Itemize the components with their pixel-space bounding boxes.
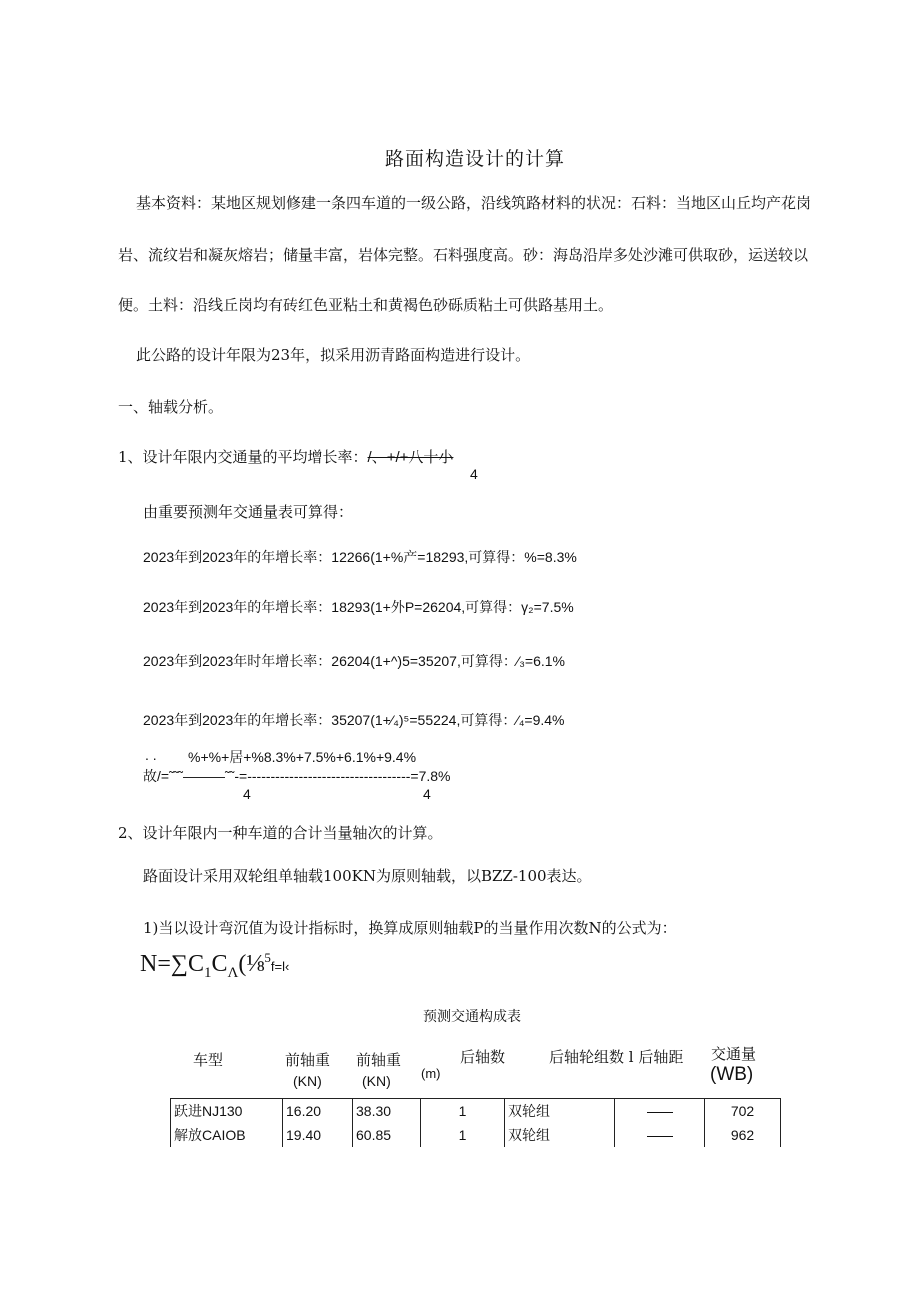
equivalent-axle-formula [140,950,289,982]
cell-rear: 60.85 [353,1123,421,1147]
header-m-unit: (m) [421,1066,441,1081]
formula-sub-1: 1 [203,964,212,981]
cell-front: 19.40 [283,1123,353,1147]
average-denominator-2: 4 [423,786,431,802]
cell-traffic: 702 [705,1099,781,1124]
cell-count: 1 [421,1099,505,1124]
growth-rate-label [118,446,453,467]
page-title: 路面构造设计的计算 [385,148,566,170]
cell-traffic: 962 [705,1123,781,1147]
cell-rear: 38.30 [353,1099,421,1124]
formula-main: N=∑C [140,951,204,977]
header-traffic: 交通量 [711,1045,757,1063]
table-row [171,1099,781,1124]
forecast-note: 由重要预测年交通量表可算得： [143,503,354,521]
formula-end: f=l‹ [270,959,290,974]
equivalent-formula-intro: 1)当以设计弯沉值为设计指标时，换算成原则轴载P的当量作用次数N的公式为： [143,919,677,937]
header-front-unit: (KN) [293,1073,322,1089]
intro-line-1: 基本资料：某地区规划修建一条四车道的一级公路，沿线筑路材料的状况：石料：当地区山丘均产花岗 [136,194,812,212]
intro-line-3: 便。土料：沿线丘岗均有砖红色亚粘土和黄褐色砂砾质粘土可供路基用土。 [118,296,614,314]
growth-line-2: 2023年到2023年的年增长率：18293(1+外P=26204,可算得：γ₂=7.5% [143,599,574,615]
growth-line-1: 2023年到2023年的年增长率：12266(1+%产=18293,可算得：%=8.3% [143,549,577,565]
cell-front: 16.20 [283,1099,353,1124]
average-numerator: %+%+居+%8.3%+7.5%+6.1%+9.4% [188,749,417,765]
table-caption: 预测交通构成表 [423,1009,521,1025]
formula-tail: (⅛ [238,951,265,977]
intro-line-2: 岩、流纹岩和凝灰熔岩；储量丰富，岩体完整。石料强度高。砂：海岛沿岸多处沙滩可供取砂，运送较以 [118,246,809,264]
header-rear-axle: 前轴重 [356,1051,402,1069]
dash-mark [647,1112,673,1113]
standard-axle-text: 路面设计采用双轮组单轴载100KN为原则轴载，以BZZ-100表达。 [143,867,592,885]
average-result: 故/=˜˜˜———˜˜-=-----------------------------------=7.8% [143,768,451,784]
cell-vehicle: 跃进NJ130 [171,1099,283,1124]
traffic-table [170,1098,781,1147]
growth-rate-label-text: 1、设计年限内交通量的平均增长率： [118,448,368,466]
growth-line-4: 2023年到2023年的年增长率：35207(1+⁄₄)⁵=55224,可算得：⁄₄=9.4% [143,712,565,728]
formula-sub-2: Λ [227,964,239,981]
section-2-heading: 2、设计年限内一种车道的合计当量轴次的计算。 [118,824,443,842]
header-rear-wheels: 后轴轮组数 l 后轴距 [549,1048,684,1066]
growth-rate-formula: /、+/+八十小 [367,449,454,466]
average-dots: . . [145,747,157,763]
cell-axle-distance [615,1099,705,1124]
formula-sup: 5 [264,950,271,965]
cell-wheels: 双轮组 [505,1123,615,1147]
header-vehicle: 车型 [193,1051,224,1069]
header-traffic-unit: (WB) [710,1064,754,1085]
cell-vehicle: 解放CAIOB [171,1123,283,1147]
formula-mid: C [211,951,228,977]
cell-axle-distance [615,1123,705,1147]
cell-wheels: 双轮组 [505,1099,615,1124]
header-rear-unit: (KN) [362,1073,391,1089]
cell-count: 1 [421,1123,505,1147]
table-row [171,1123,781,1147]
growth-rate-denominator: 4 [470,466,478,482]
header-front-axle: 前轴重 [285,1051,331,1069]
design-life-text: 此公路的设计年限为23年，拟采用沥青路面构造进行设计。 [136,346,531,364]
header-rear-count: 后轴数 [460,1048,506,1066]
average-denominator-1: 4 [243,786,251,802]
section-1-heading: 一、轴载分析。 [118,398,224,416]
dash-mark [647,1136,673,1137]
growth-line-3: 2023年到2023年时年增长率：26204(1+^)5=35207,可算得：⁄₃=6.1% [143,653,565,669]
